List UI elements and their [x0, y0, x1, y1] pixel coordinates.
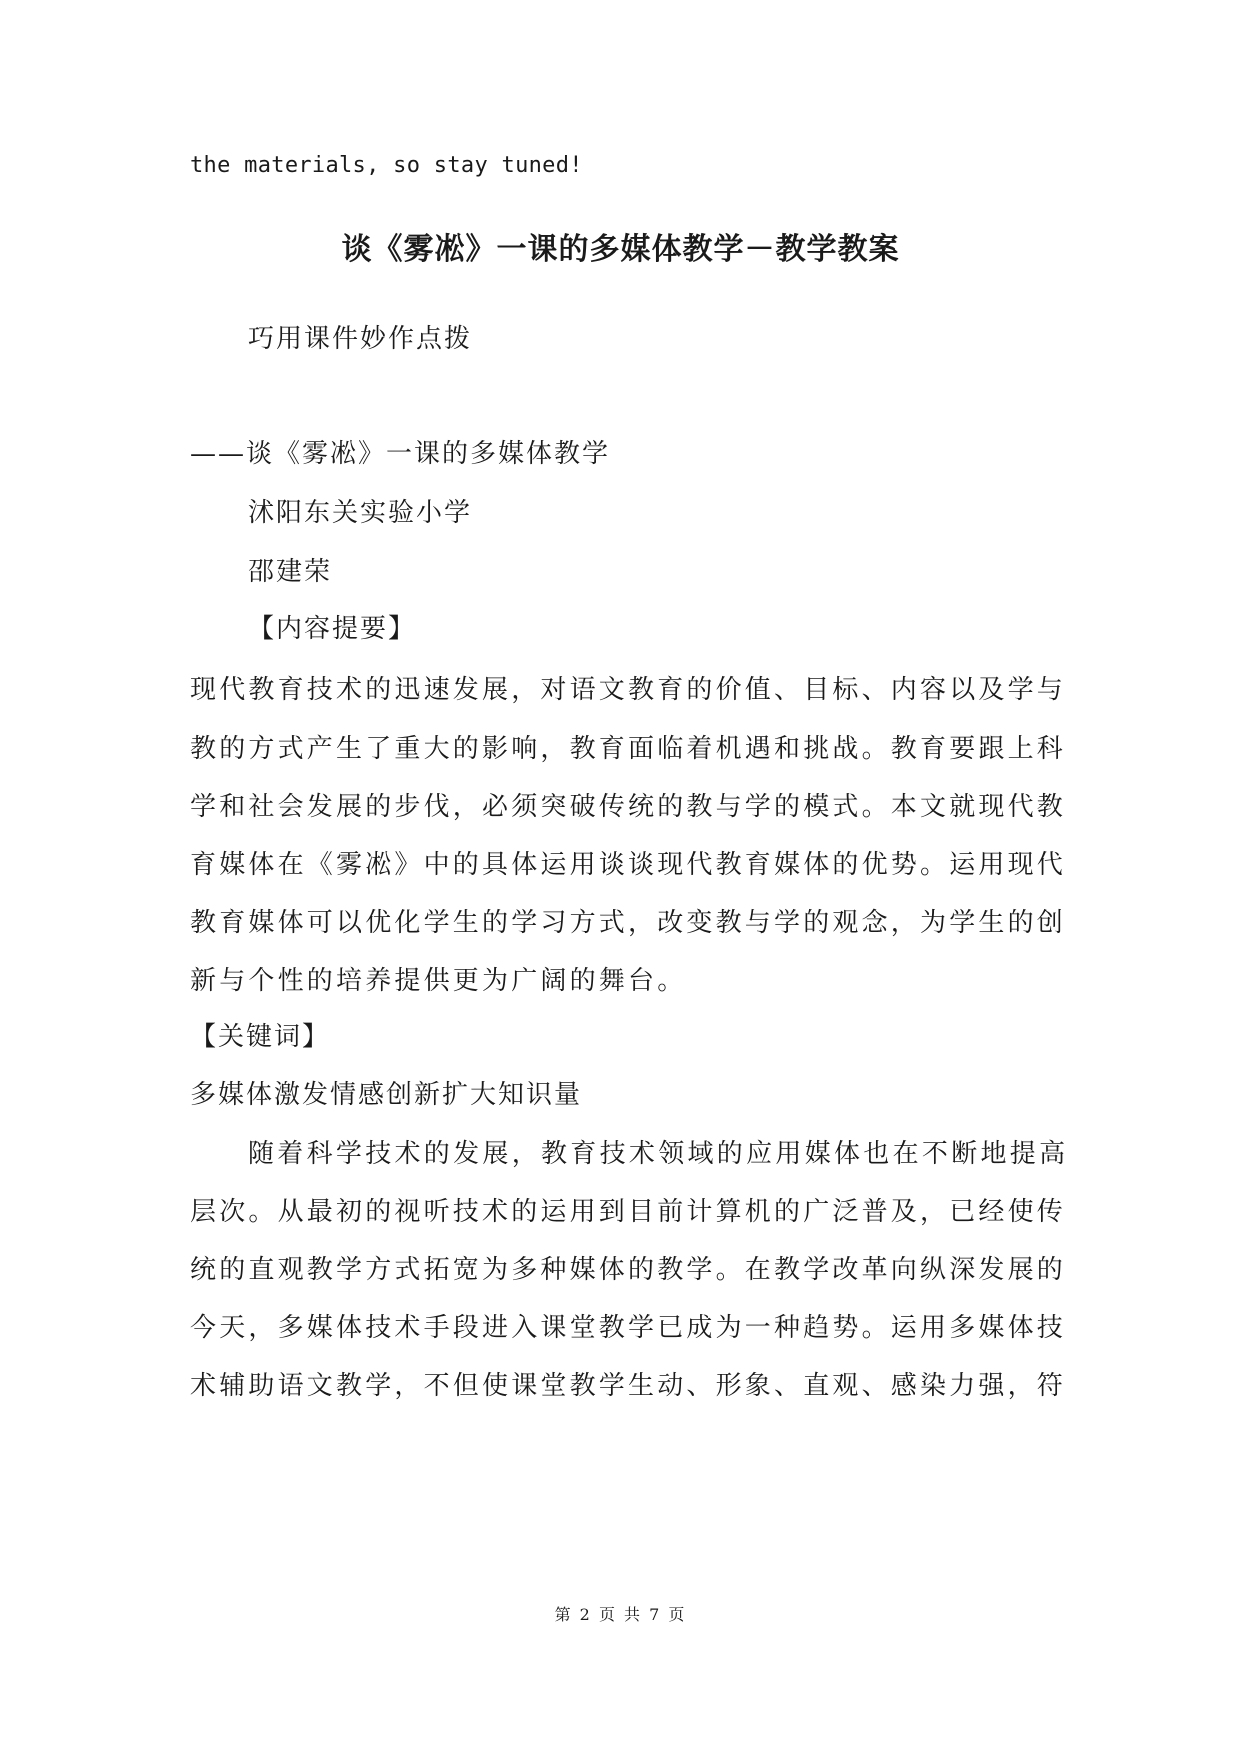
page-footer: 第 2 页 共 7 页	[554, 1605, 687, 1624]
abstract-line: 新与个性的培养提供更为广阔的舞台。	[190, 966, 687, 996]
abstract-line: 教的方式产生了重大的影响，教育面临着机遇和挑战。教育要跟上科	[190, 734, 1067, 764]
header-fragment: the materials, so stay tuned!	[190, 153, 583, 178]
abstract-line: 现代教育技术的迅速发展，对语文教育的价值、目标、内容以及学与	[190, 675, 1067, 705]
subtitle-line: 巧用课件妙作点拨	[248, 324, 473, 354]
abstract-line: 育媒体在《雾凇》中的具体运用谈谈现代教育媒体的优势。运用现代	[190, 850, 1067, 880]
subtitle-line: ——谈《雾凇》一课的多媒体教学	[190, 439, 611, 469]
body-line: 统的直观教学方式拓宽为多种媒体的教学。在教学改革向纵深发展的	[190, 1255, 1067, 1285]
abstract-label: 【内容提要】	[248, 614, 417, 644]
page-title: 谈《雾凇》一课的多媒体教学－教学教案	[341, 232, 900, 267]
school-name: 沭阳东关实验小学	[248, 498, 473, 528]
author-name: 邵建荣	[248, 557, 333, 587]
body-line: 今天，多媒体技术手段进入课堂教学已成为一种趋势。运用多媒体技	[190, 1313, 1067, 1343]
body-line: 随着科学技术的发展，教育技术领域的应用媒体也在不断地提高	[248, 1139, 1069, 1169]
abstract-line: 学和社会发展的步伐，必须突破传统的教与学的模式。本文就现代教	[190, 792, 1067, 822]
body-line: 术辅助语文教学，不但使课堂教学生动、形象、直观、感染力强，符	[190, 1371, 1067, 1401]
keywords: 多媒体激发情感创新扩大知识量	[190, 1080, 583, 1110]
abstract-line: 教育媒体可以优化学生的学习方式，改变教与学的观念，为学生的创	[190, 908, 1067, 938]
body-line: 层次。从最初的视听技术的运用到目前计算机的广泛普及，已经使传	[190, 1197, 1067, 1227]
keywords-label: 【关键词】	[190, 1022, 331, 1052]
